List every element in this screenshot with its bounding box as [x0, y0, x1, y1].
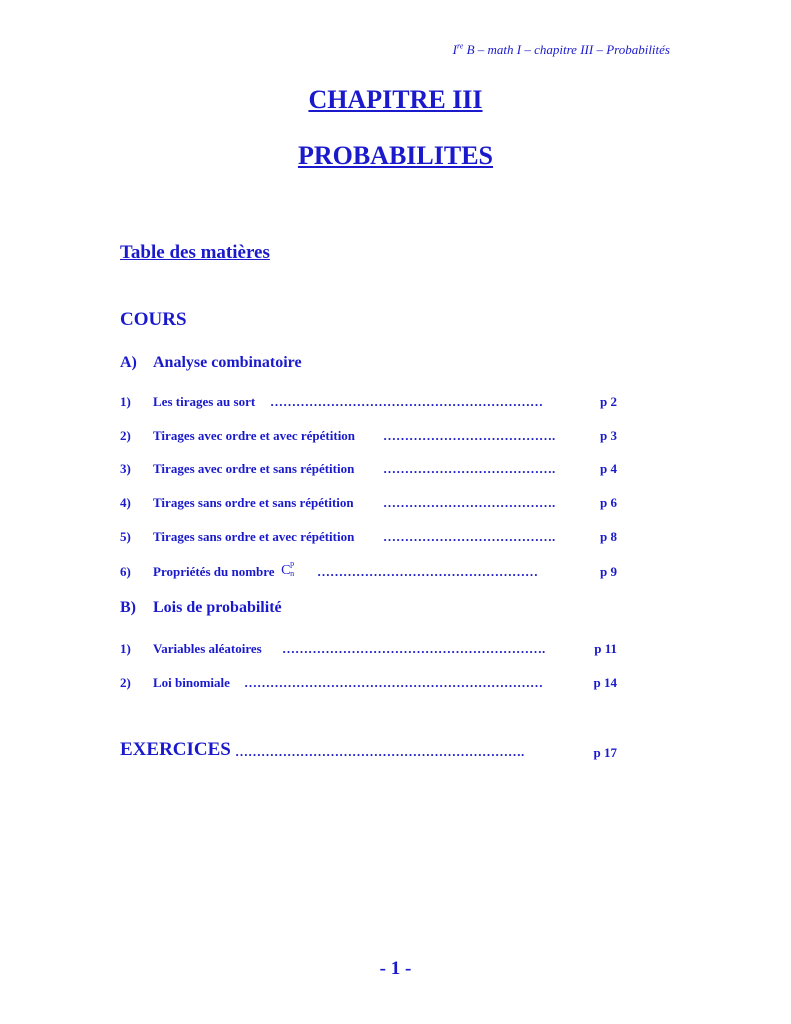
cours-heading: COURS — [120, 309, 187, 330]
entry-page: p 6 — [600, 495, 617, 510]
entry-leader-dots: ……………………………………………………. — [282, 641, 546, 656]
toc-entry[interactable] — [120, 529, 620, 547]
section-a-heading — [120, 354, 302, 372]
header-prefix: I — [452, 42, 457, 57]
page-number: - 1 - — [379, 958, 412, 979]
toc-entry[interactable] — [120, 559, 620, 582]
entry-label: Tirages sans ordre et avec répétition — [153, 529, 355, 544]
entry-leader-dots: …………………………………. — [383, 529, 556, 544]
entry-leader-dots: ……………………………………………………… — [270, 394, 543, 409]
entry-page: p 14 — [593, 675, 617, 690]
toc-entry[interactable] — [120, 495, 620, 513]
exercices-leader-dots: …………………………………………………………. — [235, 744, 525, 759]
entry-page: p 11 — [594, 641, 617, 656]
entry-label: Tirages avec ordre et sans répétition — [153, 461, 355, 476]
exercices-page: p 17 — [593, 745, 617, 760]
header-rest: B – math I – chapitre III – Probabilités — [463, 42, 670, 57]
exercices-label: EXERCICES — [120, 739, 231, 760]
entry-leader-dots: …………………………………………… — [317, 564, 538, 579]
section-letter: A) — [120, 354, 137, 371]
toc-entry[interactable] — [120, 394, 620, 412]
section-title: Analyse combinatoire — [153, 354, 302, 371]
entry-page: p 8 — [600, 529, 617, 544]
running-header — [453, 42, 670, 58]
entry-label: Tirages avec ordre et avec répétition — [153, 428, 356, 443]
combo-sup: p — [290, 559, 295, 568]
entry-label-text: Propriétés du nombre — [153, 564, 275, 579]
entry-number: 1) — [120, 394, 131, 409]
entry-label: Tirages sans ordre et sans répétition — [153, 495, 354, 510]
combo-base: C — [281, 563, 291, 578]
entry-number: 3) — [120, 461, 131, 476]
entry-leader-dots: …………………………………. — [383, 461, 556, 476]
entry-page: p 4 — [600, 461, 617, 476]
toc-entry[interactable] — [120, 675, 620, 693]
entry-label — [153, 559, 297, 580]
combo-sub: n — [290, 569, 295, 578]
entry-number: 1) — [120, 641, 131, 656]
toc-entry[interactable] — [120, 641, 620, 659]
toc-heading: Table des matières — [120, 242, 270, 263]
section-letter: B) — [120, 599, 136, 616]
entry-label: Variables aléatoires — [153, 641, 262, 656]
section-title: Lois de probabilité — [153, 599, 282, 616]
chapter-subtitle: PROBABILITES — [297, 141, 494, 170]
header-prefix-sup: re — [456, 41, 464, 51]
entry-number: 5) — [120, 529, 131, 544]
entry-page: p 3 — [600, 428, 617, 443]
entry-page: p 2 — [600, 394, 617, 409]
entry-number: 2) — [120, 675, 131, 690]
toc-entry[interactable] — [120, 461, 620, 479]
binomial-coefficient-symbol — [281, 559, 297, 578]
entry-number: 6) — [120, 564, 131, 579]
toc-entry[interactable] — [120, 428, 620, 446]
entry-label: Loi binomiale — [153, 675, 230, 690]
entry-number: 4) — [120, 495, 131, 510]
entry-leader-dots: …………………………………. — [383, 428, 556, 443]
entry-label: Les tirages au sort — [153, 394, 256, 409]
section-b-heading — [120, 599, 282, 617]
entry-page: p 9 — [600, 564, 617, 579]
entry-leader-dots: …………………………………………………………… — [244, 675, 543, 690]
entry-leader-dots: …………………………………. — [383, 495, 556, 510]
chapter-title: CHAPITRE III — [308, 85, 483, 114]
exercices-entry[interactable] — [120, 739, 620, 763]
entry-number: 2) — [120, 428, 131, 443]
